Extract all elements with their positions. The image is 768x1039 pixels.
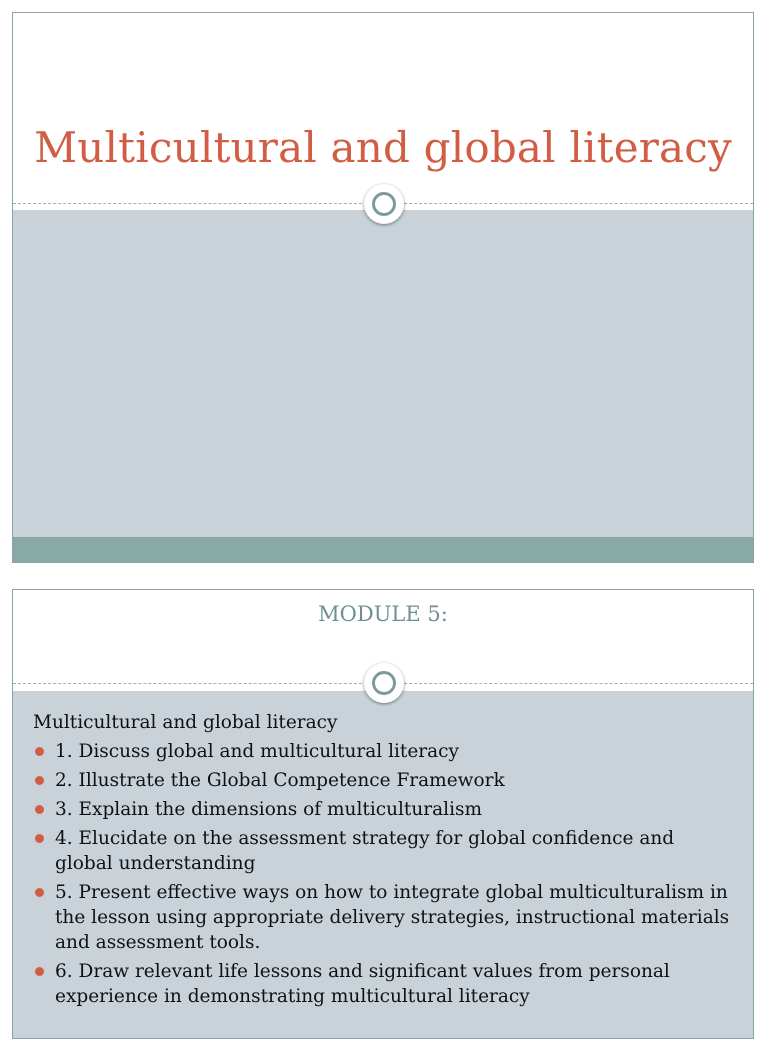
list-item-text: 6. Draw relevant life lessons and significant values from personal experience in demonstrating multicultural literacy [55, 961, 670, 1007]
slide-title: Multicultural and global literacy [34, 123, 732, 172]
objectives-list [33, 739, 733, 1009]
module-lead: Multicultural and global literacy [33, 712, 338, 733]
title-slide [12, 12, 754, 563]
bullet-dot-icon [35, 747, 44, 756]
list-item-text: 4. Elucidate on the assessment strategy for global confidence and global understanding [55, 828, 675, 874]
title-slide-header [13, 13, 753, 204]
list-item [33, 826, 733, 876]
list-item [33, 768, 733, 793]
bullet-dot-icon [35, 776, 44, 785]
list-item-text: 2. Illustrate the Global Competence Framework [55, 770, 505, 791]
list-item-text: 3. Explain the dimensions of multiculturalism [55, 799, 483, 820]
list-item [33, 739, 733, 764]
module-content [33, 710, 733, 1013]
list-item-text: 5. Present effective ways on how to integrate global multiculturalism in the lesson using appropriate delivery strategies, instructional materials and assessment tools. [55, 882, 730, 953]
bullet-dot-icon [35, 888, 44, 897]
list-item [33, 959, 733, 1009]
circle-ring-icon [364, 184, 404, 224]
module-slide [12, 589, 754, 1039]
list-item-text: 1. Discuss global and multicultural literacy [55, 741, 459, 762]
bullet-dot-icon [35, 805, 44, 814]
title-slide-body [13, 210, 753, 537]
list-item [33, 797, 733, 822]
circle-ring-icon [364, 663, 404, 703]
slide-footer-band [13, 537, 753, 563]
module-title: MODULE 5: [318, 602, 448, 626]
bullet-dot-icon [35, 834, 44, 843]
list-item [33, 880, 733, 955]
bullet-dot-icon [35, 967, 44, 976]
